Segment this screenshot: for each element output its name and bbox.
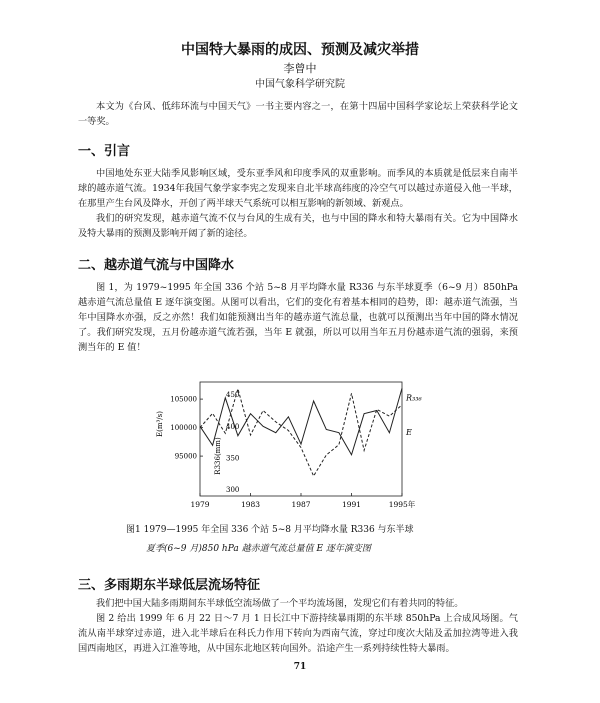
y-left-tick-label: 105000	[170, 395, 197, 404]
x-tick-label: 1995年	[388, 500, 416, 509]
figure-caption: 夏季(6~9 月)850 hPa 越赤道气流总量值 E 逐年演变图	[146, 544, 371, 554]
paragraph: 中国地处东亚大陆季风影响区域，受东亚季风和印度季风的双重影响。而季风的本质就是低层来自南半球的越赤道气流。1934年我国气象学家李宪之发现来自北半球高纬度的冷空气可以越过赤道侵入他一半球，在那里产生台风及降水，开创了两半球天气系统可以相互影响的新领域、新观点。	[78, 168, 518, 209]
y-right-tick-label: 450	[226, 391, 240, 400]
x-tick-label: 1987	[291, 500, 311, 509]
section-heading: 一、引言	[78, 144, 131, 159]
series-line-E	[200, 389, 402, 476]
y-right-tick-label: 400	[226, 422, 240, 431]
y-right-tick-label: 300	[226, 486, 240, 495]
affiliation: 中国气象科学研究院	[255, 79, 345, 90]
y-left-tick-label: 100000	[170, 424, 197, 433]
paragraph: 图 2 给出 1999 年 6 月 22 日～7 月 1 日长江中下游持续暴雨期的东半球 850hPa 上合成风场图。气流从南半球穿过赤道，进入北半球后在科氏力作用下转向为西南气流，穿过印度次大陆及孟加拉湾等进入我国西南地区，再进入江淮等地，从中国东北地区转向国外。沿途产生一系列持续性特大暴雨。	[78, 613, 518, 654]
series-label-E: E	[406, 427, 412, 437]
y-right-tick-label: 350	[226, 454, 240, 463]
section-heading: 二、越赤道气流与中国降水	[78, 258, 235, 273]
rainfall-flow-chart	[150, 374, 450, 514]
y-left-tick-label: 95000	[174, 452, 197, 461]
abstract: 本文为《台风、低纬环流与中国天气》一书主要内容之一，在第十四届中国科学家论坛上荣获科学论文一等奖。	[78, 101, 518, 127]
paragraph: 图 1，为 1979~1995 年全国 336 个站 5~8 月平均降水量 R336 与东半球夏季（6~9 月）850hPa 越赤道气流总量值 E 逐年演变图。从图可以看出，它们的变化有着基本相同的趋势，即：越赤道气流强，当年中国降水亦强，反之亦然！我们如能预测出当年的越赤道气流总量，也就可以预测出当年中国的降水情况了。我们研究发现，五月份越赤道气流若强，当年 E 就强，所以可以用当年五月份越赤道气流的强弱，来预测当年的 E 值！	[78, 282, 518, 353]
x-tick-label: 1979	[190, 500, 210, 509]
page-number: 71	[293, 662, 307, 672]
paragraph: 我们把中国大陆多雨期间东半球低空流场做了一个平均流场图，发现它们有着共同的特征。	[96, 598, 464, 609]
y-left-axis-label: E(m³/s)	[156, 411, 164, 437]
paragraph: 我们的研究发现，越赤道气流不仅与台风的生成有关，也与中国的降水和特大暴雨有关。它为中国降水及特大暴雨的预测及影响开阔了新的途径。	[78, 213, 518, 239]
author: 李曾中	[283, 62, 317, 75]
series-label-R336: R₃₃₆	[406, 393, 422, 403]
section-heading: 三、多雨期东半球低层流场特征	[78, 578, 261, 593]
y-right-axis-label: R336(mm)	[214, 437, 222, 475]
x-tick-label: 1983	[240, 500, 261, 509]
figure-caption: 图1 1979—1995 年全国 336 个站 5~8 月平均降水量 R336 与东半球	[126, 525, 414, 535]
paper-title: 中国特大暴雨的成因、预测及减灾举措	[181, 42, 419, 58]
x-tick-label: 1991	[341, 500, 362, 509]
